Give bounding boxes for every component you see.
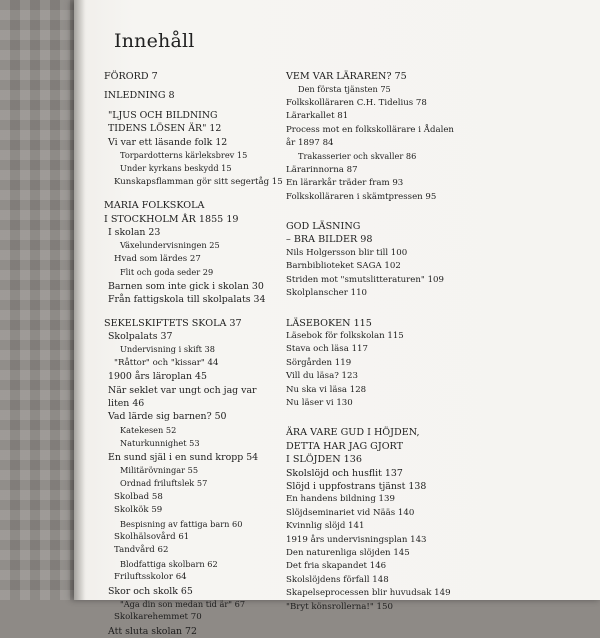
toc-section-heading: GOD LÄSNING bbox=[286, 221, 361, 233]
toc-entry: Vi var ett läsande folk 12 bbox=[108, 136, 228, 148]
toc-entry: liten 46 bbox=[108, 397, 145, 409]
toc-section-heading: I STOCKHOLM ÅR 1855 19 bbox=[104, 213, 239, 225]
toc-entry: Flit och goda seder 29 bbox=[120, 267, 214, 278]
page-spine-shadow bbox=[74, 0, 86, 600]
toc-entry: 1900 års läroplan 45 bbox=[108, 371, 207, 383]
toc-entry: Under kyrkans beskydd 15 bbox=[120, 163, 232, 174]
toc-entry: Den första tjänsten 75 bbox=[298, 84, 391, 95]
toc-section-heading: MARIA FOLKSKOLA bbox=[104, 200, 205, 212]
toc-entry: Slöjd i uppfostrans tjänst 138 bbox=[286, 480, 427, 492]
toc-entry: Katekesen 52 bbox=[120, 424, 177, 435]
toc-entry: Nils Holgersson blir till 100 bbox=[286, 247, 408, 258]
toc-entry: 1919 års undervisningsplan 143 bbox=[286, 534, 427, 545]
toc-gap bbox=[104, 189, 304, 199]
toc-entry: Undervisning i skift 38 bbox=[120, 344, 215, 355]
toc-entry: Hvad som lärdes 27 bbox=[114, 253, 201, 264]
toc-entry: Striden mot "smutslitteraturen" 109 bbox=[286, 274, 444, 285]
toc-entry: Torpardotterns kärleksbrev 15 bbox=[120, 150, 248, 161]
toc-entry: år 1897 84 bbox=[286, 138, 334, 149]
toc-section-heading: FÖRORD 7 bbox=[104, 71, 158, 82]
toc-entry: Det fria skapandet 146 bbox=[286, 561, 387, 572]
toc-entry: Slöjdseminariet vid Nääs 140 bbox=[286, 507, 415, 518]
toc-entry: Skapelseprocessen blir huvudsak 149 bbox=[286, 588, 451, 599]
toc-entry: Process mot en folkskollärare i Ådalen bbox=[286, 124, 454, 135]
toc-section-heading: DETTA HAR JAG GJORT bbox=[286, 440, 404, 452]
toc-entry: Kvinnlig slöjd 141 bbox=[286, 521, 365, 532]
toc-entry: Vad lärde sig barnen? 50 bbox=[108, 411, 227, 423]
toc-section-heading: SEKELSKIFTETS SKOLA 37 bbox=[104, 317, 242, 329]
toc-entry: Skolbad 58 bbox=[114, 491, 163, 502]
toc-entry: Nu ska vi läsa 128 bbox=[286, 384, 367, 395]
toc-section-heading: I SLÖJDEN 136 bbox=[286, 454, 362, 466]
toc-entry: TIDENS LÖSEN ÄR" 12 bbox=[108, 123, 222, 135]
book-page bbox=[74, 0, 600, 637]
toc-entry: Friluftsskolor 64 bbox=[114, 572, 187, 583]
toc-entry: Bespisning av fattiga barn 60 bbox=[120, 518, 243, 529]
toc-section-heading: INLEDNING 8 bbox=[104, 90, 175, 102]
toc-section-heading: VEM VAR LÄRAREN? 75 bbox=[286, 71, 407, 82]
toc-section-heading: – BRA BILDER 98 bbox=[286, 234, 373, 246]
toc-entry: Skolhälsovård 61 bbox=[114, 532, 190, 542]
toc-entry: Lärarkallet 81 bbox=[286, 111, 349, 122]
toc-entry: Tandvård 62 bbox=[114, 545, 169, 556]
toc-entry: Folkskolläraren C.H. Tidelius 78 bbox=[286, 97, 427, 108]
toc-entry: Stava och läsa 117 bbox=[286, 344, 368, 355]
toc-entry: När seklet var ungt och jag var bbox=[108, 384, 257, 396]
toc-gap bbox=[286, 204, 506, 220]
toc-section-heading: LÄSEBOKEN 115 bbox=[286, 317, 372, 329]
toc-entry: Militärövningar 55 bbox=[120, 464, 199, 475]
toc-entry: En sund själ i en sund kropp 54 bbox=[108, 451, 259, 463]
toc-entry: Skolkök 59 bbox=[114, 505, 163, 516]
toc-entry: Skolplanscher 110 bbox=[286, 288, 368, 299]
toc-entry: Barnbiblioteket SAGA 102 bbox=[286, 261, 401, 272]
toc-entry: "Råttor" och "kissar" 44 bbox=[114, 357, 219, 368]
toc-entry: Skolslöjd och husflit 137 bbox=[286, 467, 403, 479]
toc-entry: Nu läser vi 130 bbox=[286, 397, 353, 408]
toc-entry: "Aga din son medan tid är" 67 bbox=[120, 599, 246, 610]
toc-entry: Från fattigskola till skolpalats 34 bbox=[108, 294, 266, 306]
toc-entry: I skolan 23 bbox=[108, 227, 161, 239]
toc-entry: Den naturenliga slöjden 145 bbox=[286, 548, 410, 558]
toc-right-column bbox=[286, 70, 506, 614]
toc-gap bbox=[286, 410, 506, 426]
toc-entry: Skolkarehemmet 70 bbox=[114, 612, 202, 623]
toc-entry: Att sluta skolan 72 bbox=[108, 625, 197, 637]
toc-entry: Folkskolläraren i skämtpressen 95 bbox=[286, 191, 437, 202]
page-title: Innehåll bbox=[114, 30, 195, 52]
toc-gap bbox=[104, 307, 304, 317]
toc-entry: "LJUS OCH BILDNING bbox=[108, 109, 218, 121]
toc-entry: Blodfattiga skolbarn 62 bbox=[120, 558, 218, 569]
toc-entry: Skolpalats 37 bbox=[108, 330, 173, 342]
toc-entry: Skolslöjdens förfall 148 bbox=[286, 574, 389, 585]
toc-entry: Vill du läsa? 123 bbox=[286, 371, 358, 382]
toc-entry: Skor och skolk 65 bbox=[108, 585, 193, 597]
toc-entry: Kunskapsflamman gör sitt segertåg 15 bbox=[114, 176, 283, 187]
toc-entry: Lärarinnorna 87 bbox=[286, 164, 358, 175]
toc-entry: Sörgården 119 bbox=[286, 357, 352, 368]
toc-entry: En lärarkår träder fram 93 bbox=[286, 178, 404, 189]
toc-entry: Växelundervisningen 25 bbox=[120, 240, 220, 251]
toc-entry: Naturkunnighet 53 bbox=[120, 438, 200, 449]
toc-entry: Barnen som inte gick i skolan 30 bbox=[108, 280, 264, 292]
toc-entry: "Bryt könsrollerna!" 150 bbox=[286, 601, 393, 612]
toc-entry: En handens bildning 139 bbox=[286, 494, 395, 505]
toc-left-column bbox=[104, 70, 304, 638]
toc-entry: Trakasserier och skvaller 86 bbox=[298, 151, 417, 162]
toc-entry: Ordnad friluftslek 57 bbox=[120, 478, 208, 489]
toc-entry: Läsebok för folkskolan 115 bbox=[286, 330, 404, 341]
toc-gap bbox=[286, 301, 506, 317]
toc-section-heading: ÄRA VARE GUD I HÖJDEN, bbox=[286, 427, 420, 439]
